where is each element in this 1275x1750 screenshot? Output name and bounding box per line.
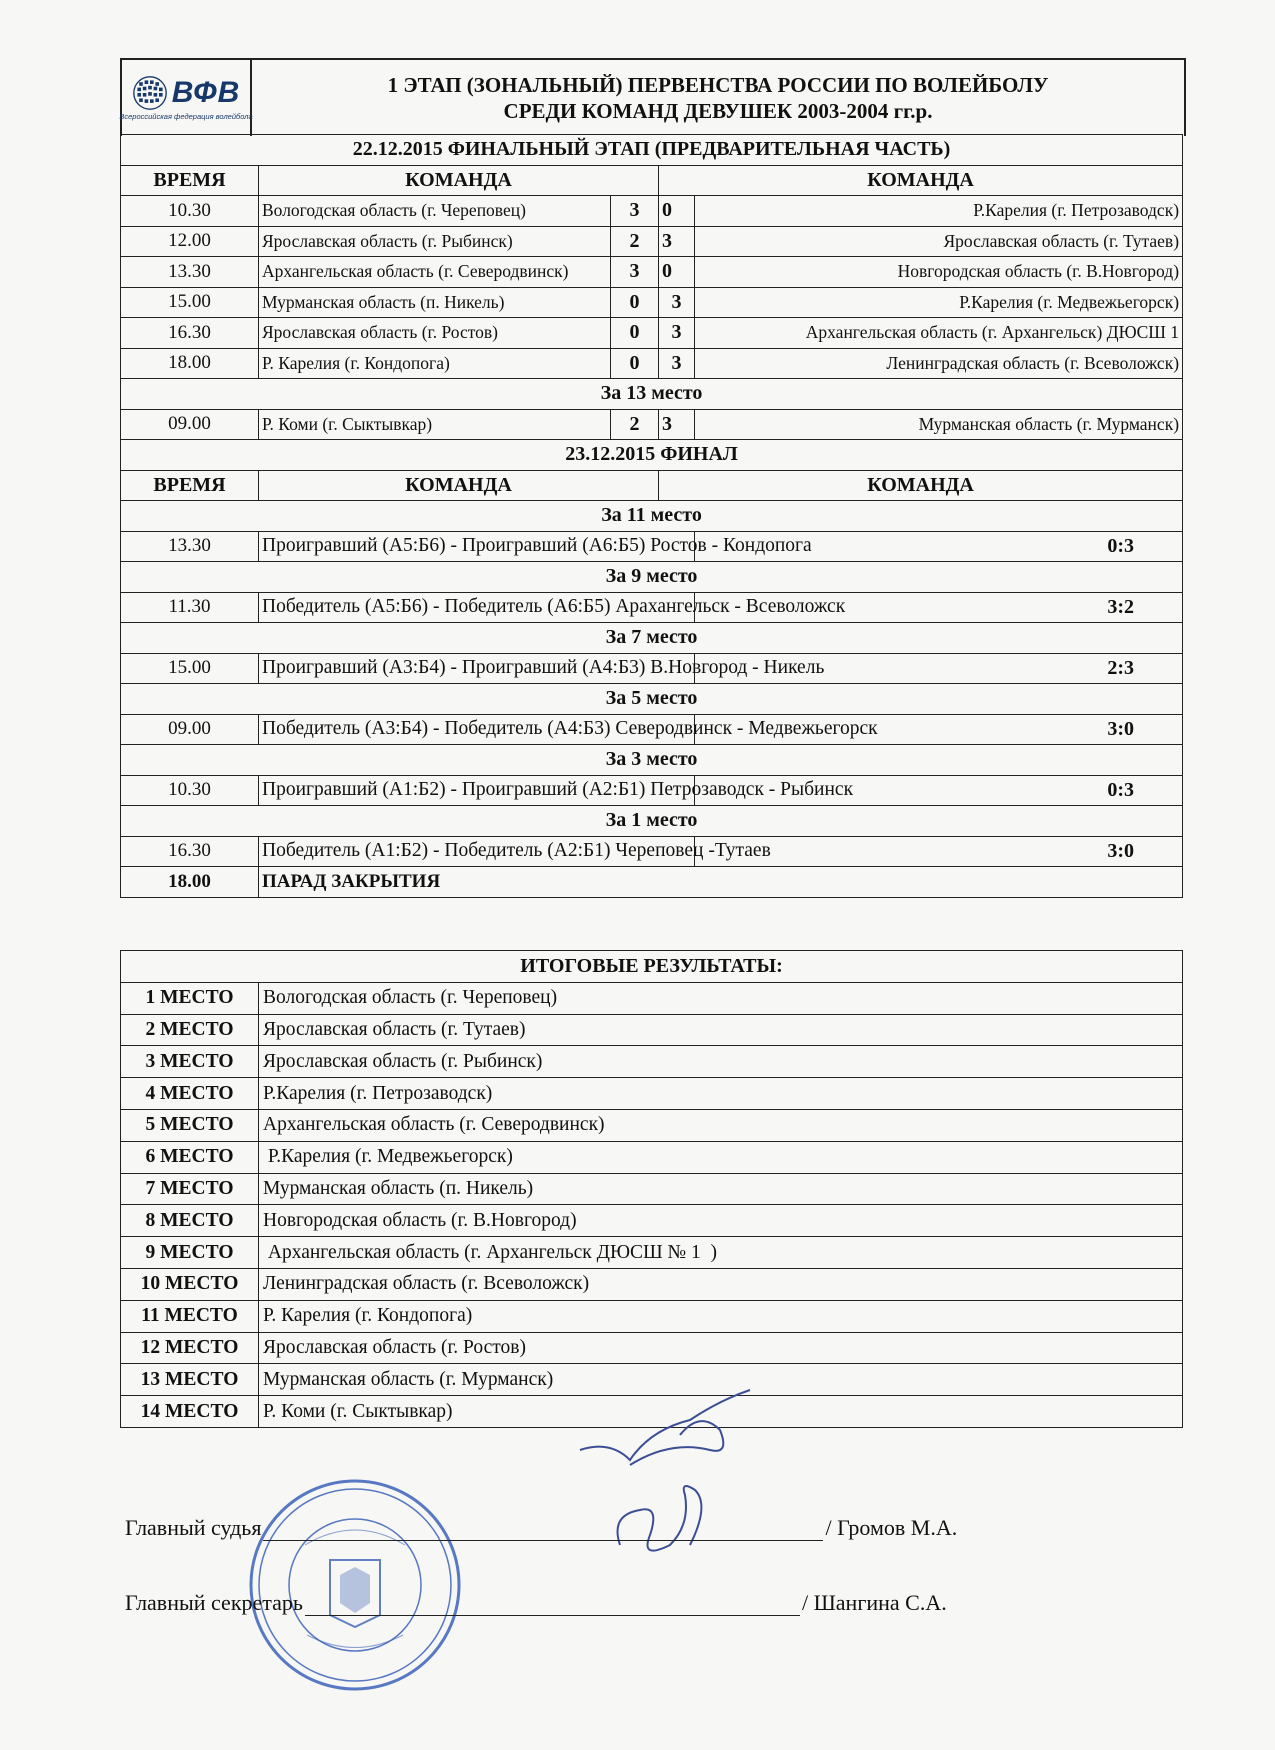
match-result: 2:3 [695,653,1183,684]
place13-label: За 13 место [121,379,1183,410]
match-description: Проигравший (А3:Б4) - Проигравший (А4:Б3) В.Новгород - Никель [259,653,695,684]
table-row [121,196,1183,227]
col-time-header: ВРЕМЯ [121,165,259,196]
home-score: 0 [611,287,659,318]
game-label: За 3 место [121,745,1183,776]
place-team: Ярославская область (г. Рыбинск) [259,1046,1183,1078]
match-description: Проигравший (А5:Б6) - Проигравший (А6:Б5) Ростов - Кондопога [259,531,695,562]
day1-column-headers [121,165,1183,196]
table-row [121,1173,1183,1205]
game-label: За 11 место [121,501,1183,532]
place-label: 7 МЕСТО [121,1173,259,1205]
logo-subtitle: Всероссийская федерация волейбола [119,112,253,121]
day1-title-row [121,135,1183,166]
match-description: Проигравший (А1:Б2) - Проигравший (А2:Б1) Петрозаводск - Рыбинск [259,775,695,806]
away-score: 3 [659,348,695,379]
table-row [121,1205,1183,1237]
match-time: 16.30 [121,836,259,867]
match-description: Победитель (А3:Б4) - Победитель (А4:Б3) Северодвинск - Медвежьегорск [259,714,695,745]
secretary-signature-line [305,1593,800,1616]
closing-time: 18.00 [121,867,259,898]
home-team: Вологодская область (г. Череповец) [259,196,611,227]
table-row [121,592,1183,623]
closing-label: ПАРАД ЗАКРЫТИЯ [259,867,1183,898]
secretary-label: Главный секретарь [125,1590,303,1615]
place-team: Мурманская область (п. Никель) [259,1173,1183,1205]
home-score: 2 [611,409,659,440]
match-time: 12.00 [121,226,259,257]
place-label: 3 МЕСТО [121,1046,259,1078]
home-score: 0 [611,318,659,349]
away-score: 0 [659,196,695,227]
away-team: Ярославская область (г. Тутаев) [695,226,1183,257]
table-row [121,409,1183,440]
place-label: 6 МЕСТО [121,1141,259,1173]
table-row [121,318,1183,349]
table-row [121,257,1183,288]
results-table [120,950,1183,1428]
match-time: 10.30 [121,196,259,227]
results-title-row [121,951,1183,983]
place-label: 13 МЕСТО [121,1364,259,1396]
game-label: За 5 место [121,684,1183,715]
match-time: 09.00 [121,409,259,440]
match-result: 0:3 [695,775,1183,806]
place-team: Вологодская область (г. Череповец) [259,982,1183,1014]
home-team: Р. Карелия (г. Кондопога) [259,348,611,379]
match-time: 09.00 [121,714,259,745]
away-score: 3 [659,318,695,349]
match-time: 15.00 [121,653,259,684]
place-team: Мурманская область (г. Мурманск) [259,1364,1183,1396]
match-time: 13.30 [121,531,259,562]
match-result: 3:2 [695,592,1183,623]
secretary-signature-block [125,1590,947,1616]
col-team1-header: КОМАНДА [259,470,659,501]
volleyball-globe-icon [132,75,168,111]
game-label-row [121,806,1183,837]
match-time: 18.00 [121,348,259,379]
table-row [121,1046,1183,1078]
home-team: Мурманская область (п. Никель) [259,287,611,318]
table-row [121,1300,1183,1332]
table-row [121,226,1183,257]
away-score: 3 [659,226,695,257]
federation-logo [119,60,253,136]
place-label: 4 МЕСТО [121,1078,259,1110]
match-time: 13.30 [121,257,259,288]
place-label: 10 МЕСТО [121,1268,259,1300]
match-result: 3:0 [695,836,1183,867]
game-label: За 1 место [121,806,1183,837]
home-score: 0 [611,348,659,379]
game-label-row [121,623,1183,654]
place13-label-row [121,379,1183,410]
official-stamp [245,1475,465,1695]
table-row [121,1078,1183,1110]
table-row [121,287,1183,318]
document-header [120,58,1186,136]
col-time-header: ВРЕМЯ [121,470,259,501]
game-label: За 9 место [121,562,1183,593]
col-team2-header: КОМАНДА [659,470,1183,501]
game-label: За 7 место [121,623,1183,654]
match-description: Победитель (А5:Б6) - Победитель (А6:Б5) Арахангельск - Всеволожск [259,592,695,623]
place-label: 14 МЕСТО [121,1396,259,1428]
closing-row [121,867,1183,898]
home-team: Р. Коми (г. Сыктывкар) [259,409,611,440]
home-team: Ярославская область (г. Рыбинск) [259,226,611,257]
table-row [121,531,1183,562]
game-label-row [121,745,1183,776]
table-row [121,982,1183,1014]
home-score: 3 [611,257,659,288]
day1-title: 22.12.2015 ФИНАЛЬНЫЙ ЭТАП (ПРЕДВАРИТЕЛЬНАЯ ЧАСТЬ) [121,135,1183,166]
match-description: Победитель (А1:Б2) - Победитель (А2:Б1) Череповец -Тутаев [259,836,695,867]
place-team: Ярославская область (г. Ростов) [259,1332,1183,1364]
col-team1-header: КОМАНДА [259,165,659,196]
place-team: Ленинградская область (г. Всеволожск) [259,1268,1183,1300]
place-team: Р.Карелия (г. Медвежьегорск) [259,1141,1183,1173]
away-score: 3 [659,287,695,318]
judge-label: Главный судья [125,1515,262,1540]
place-team: Новгородская область (г. В.Новгород) [259,1205,1183,1237]
place-label: 1 МЕСТО [121,982,259,1014]
table-row [121,1109,1183,1141]
title-line-1: 1 ЭТАП (ЗОНАЛЬНЫЙ) ПЕРВЕНСТВА РОССИИ ПО ВОЛЕЙБОЛУ [387,73,1049,97]
place-label: 9 МЕСТО [121,1237,259,1269]
day2-title-row [121,440,1183,471]
place-label: 5 МЕСТО [121,1109,259,1141]
results-title: ИТОГОВЫЕ РЕЗУЛЬТАТЫ: [121,951,1183,983]
game-label-row [121,562,1183,593]
table-row [121,348,1183,379]
title-line-2: СРЕДИ КОМАНД ДЕВУШЕК 2003-2004 гг.р. [503,99,933,123]
away-score: 0 [659,257,695,288]
place-label: 2 МЕСТО [121,1014,259,1046]
home-score: 2 [611,226,659,257]
day2-title: 23.12.2015 ФИНАЛ [121,440,1183,471]
table-row [121,1141,1183,1173]
schedule-table [120,134,1183,898]
away-team: Мурманская область (г. Мурманск) [695,409,1183,440]
match-result: 0:3 [695,531,1183,562]
place-team: Архангельская область (г. Северодвинск) [259,1109,1183,1141]
away-team: Архангельская область (г. Архангельск) ДЮСШ 1 [695,318,1183,349]
col-team2-header: КОМАНДА [659,165,1183,196]
place-team: Р. Карелия (г. Кондопога) [259,1300,1183,1332]
match-time: 15.00 [121,287,259,318]
home-team: Архангельская область (г. Северодвинск) [259,257,611,288]
table-row [121,1237,1183,1269]
secretary-name: / Шангина С.А. [801,1590,947,1615]
place-team: Ярославская область (г. Тутаев) [259,1014,1183,1046]
judge-signature-line [263,1518,823,1541]
away-team: Р.Карелия (г. Медвежьегорск) [695,287,1183,318]
judge-signature-block [125,1515,957,1541]
home-score: 3 [611,196,659,227]
table-row [121,653,1183,684]
away-score: 3 [659,409,695,440]
place-team: Р. Коми (г. Сыктывкар) [259,1396,1183,1428]
away-team: Ленинградская область (г. Всеволожск) [695,348,1183,379]
table-row [121,775,1183,806]
match-time: 11.30 [121,592,259,623]
table-row [121,1268,1183,1300]
document-title [252,60,1184,136]
match-time: 10.30 [121,775,259,806]
game-label-row [121,501,1183,532]
away-team: Р.Карелия (г. Петрозаводск) [695,196,1183,227]
away-team: Новгородская область (г. В.Новгород) [695,257,1183,288]
place-team: Архангельская область (г. Архангельск ДЮСШ № 1 ) [259,1237,1183,1269]
place-label: 11 МЕСТО [121,1300,259,1332]
day2-column-headers [121,470,1183,501]
match-time: 16.30 [121,318,259,349]
home-team: Ярославская область (г. Ростов) [259,318,611,349]
table-row [121,714,1183,745]
table-row [121,836,1183,867]
judge-signature [570,1370,770,1480]
match-result: 3:0 [695,714,1183,745]
table-row [121,1332,1183,1364]
place-label: 8 МЕСТО [121,1205,259,1237]
judge-name: / Громов М.А. [825,1515,958,1540]
logo-wordmark: ВФВ [171,76,241,109]
table-row [121,1014,1183,1046]
place-team: Р.Карелия (г. Петрозаводск) [259,1078,1183,1110]
place-label: 12 МЕСТО [121,1332,259,1364]
game-label-row [121,684,1183,715]
